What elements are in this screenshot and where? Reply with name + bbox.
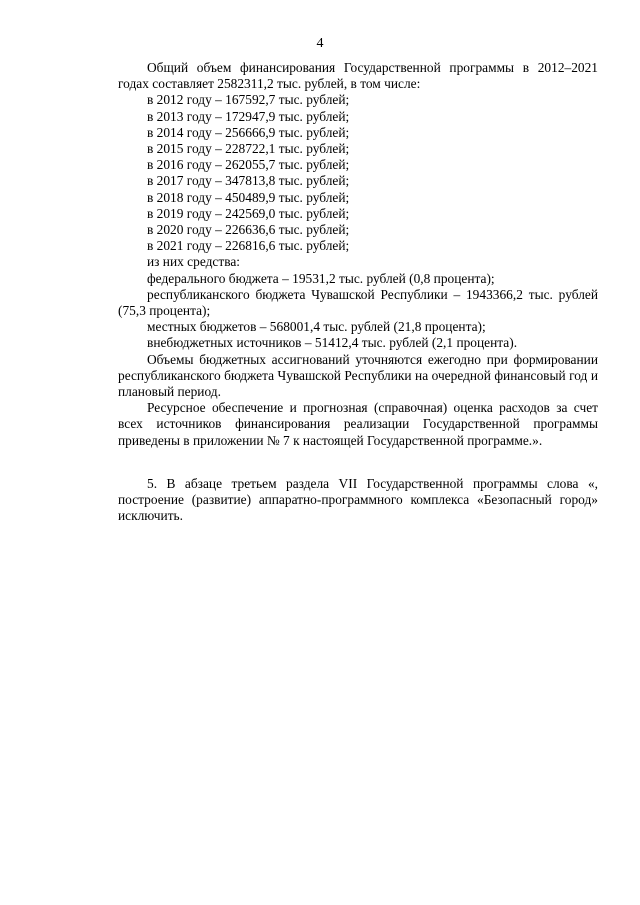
year-item: в 2013 году – 172947,9 тыс. рублей; xyxy=(147,108,350,124)
extrabudgetary-line: внебюджетных источников – 51412,4 тыс. рублей (2,1 процента). xyxy=(147,335,518,351)
year-item: в 2012 году – 167592,7 тыс. рублей; xyxy=(147,92,350,108)
sources-intro: из них средства: xyxy=(147,254,241,270)
year-item: в 2016 году – 262055,7 тыс. рублей; xyxy=(147,157,350,173)
federal-budget-line: федерального бюджета – 19531,2 тыс. рублей (0,8 процента); xyxy=(147,270,495,286)
year-item: в 2018 году – 450489,9 тыс. рублей; xyxy=(147,189,350,205)
budget-allocations-paragraph: Объемы бюджетных ассигнований уточняются ежегодно при формировании республиканского бюджета Чувашской Республики на очередной финансовый год и плановый период. xyxy=(118,351,598,400)
paragraph-spacer xyxy=(118,449,598,476)
local-budget-line: местных бюджетов – 568001,4 тыс. рублей (21,8 процента); xyxy=(147,319,486,335)
amendment-item-5: 5. В абзаце третьем раздела VII Государственной программы слова «, построение (развитие) аппаратно-программного комплекса «Безопасный город» исключить. xyxy=(118,475,598,524)
yearly-financing-list xyxy=(118,92,598,254)
year-item: в 2017 году – 347813,8 тыс. рублей; xyxy=(147,173,350,189)
year-item: в 2015 году – 228722,1 тыс. рублей; xyxy=(147,141,350,157)
year-item: в 2020 году – 226636,6 тыс. рублей; xyxy=(147,222,350,238)
document-body xyxy=(118,60,598,524)
resource-support-paragraph: Ресурсное обеспечение и прогнозная (справочная) оценка расходов за счет всех источников финансирования реализации Государственной программы приведены в приложении № 7 к настоящей Государственной программе.». xyxy=(118,400,598,448)
republic-budget-line: республиканского бюджета Чувашской Республики – 1943366,2 тыс. рублей (75,3 процента); xyxy=(118,286,598,319)
year-item: в 2019 году – 242569,0 тыс. рублей; xyxy=(147,205,350,221)
financing-total-paragraph: Общий объем финансирования Государственной программы в 2012–2021 годах составляет 2582311,2 тыс. рублей, в том числе: xyxy=(118,60,598,92)
page-number: 4 xyxy=(316,36,324,51)
year-item: в 2021 году – 226816,6 тыс. рублей; xyxy=(147,238,350,254)
year-item: в 2014 году – 256666,9 тыс. рублей; xyxy=(147,124,350,140)
